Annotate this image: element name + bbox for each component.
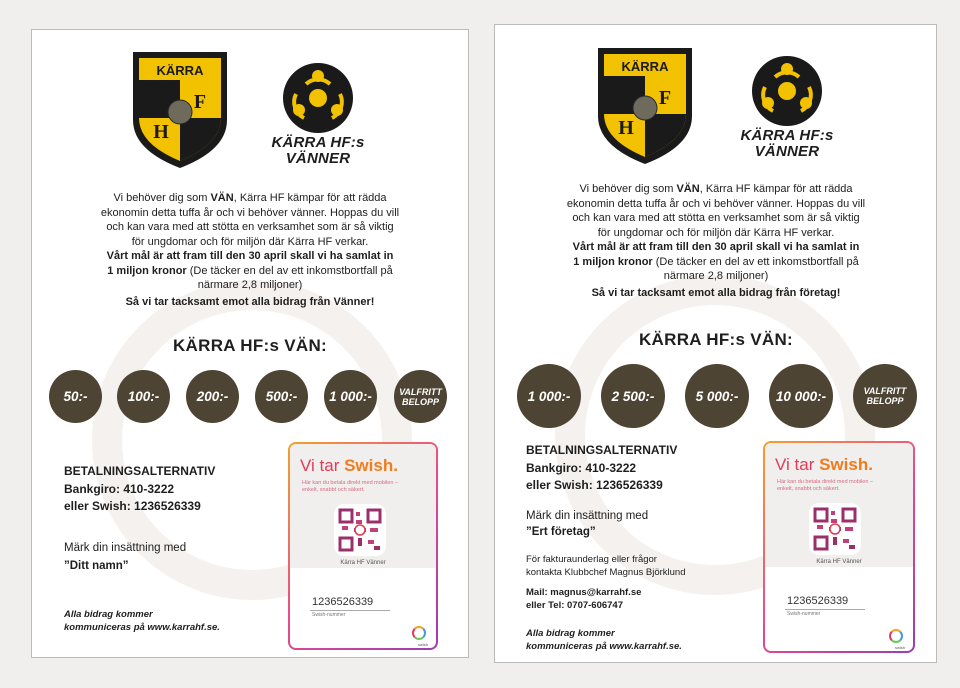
- swish-number: 1236526339: [787, 595, 849, 607]
- shield-letter-h: H: [153, 121, 169, 143]
- swish-logo-label: swish: [894, 645, 905, 650]
- mark-label: Märk din insättning med: [526, 510, 649, 522]
- karra-hf-shield-logo: [131, 50, 229, 170]
- mark-value: ”Ditt namn”: [64, 560, 129, 572]
- amount-option[interactable]: 5 000:-: [685, 364, 749, 428]
- payment-title: BETALNINGSALTERNATIV: [64, 464, 216, 478]
- amount-option[interactable]: 50:-: [49, 370, 102, 423]
- contact-phone[interactable]: eller Tel: 0707-606747: [526, 600, 624, 611]
- qr-code-icon[interactable]: [334, 504, 386, 556]
- amount-option-free[interactable]: VALFRITT BELOPP: [394, 370, 447, 423]
- amount-option-free[interactable]: VALFRITT BELOPP: [853, 364, 917, 428]
- swish-recipient: Kärra HF Vänner: [816, 559, 862, 565]
- swish-card: [288, 442, 438, 650]
- swish-card: [763, 441, 915, 653]
- contact-info: För fakturaunderlag eller frågor kontakta Klubbchef Magnus Björklund: [526, 554, 686, 578]
- contact-details: [526, 586, 641, 612]
- amount-option[interactable]: 2 500:-: [601, 364, 665, 428]
- shield-letter-h: H: [618, 117, 634, 139]
- swish-number-label: Swish-nummer: [787, 611, 821, 617]
- amount-option[interactable]: 1 000:-: [324, 370, 377, 423]
- amount-option[interactable]: 500:-: [255, 370, 308, 423]
- karra-hf-shield-logo: [596, 45, 694, 167]
- qr-code-icon[interactable]: [809, 503, 861, 555]
- swish-number: 1236526339: [312, 596, 374, 608]
- swish-number-label: Swish-nummer: [312, 612, 346, 618]
- swish-title: Vi tar Swish.: [300, 456, 398, 475]
- amount-option[interactable]: 100:-: [117, 370, 170, 423]
- swish-subtitle: Här kan du betala direkt med mobilen – enkelt, snabbt och säkert.: [777, 479, 873, 492]
- payment-swish: eller Swish: 1236526339: [64, 499, 201, 513]
- intro-text: Vi behöver dig som VÄN, Kärra HF kämpar för att rädda ekonomin detta tuffa år och vi behöver vänner. Hoppas du vill och kan vara med att stötta en verksamhet som är så viktig för ungdomar och för miljön där Kärra HF verkar. Vårt mål är att fram till den 30 april skall vi ha samlat in 1 miljon kronor (De täcker en del av ett inkomstbortfall på närmare 2,8 miljoner) Så vi tar tacksamt emot alla bidrag från Vänner!: [100, 192, 400, 308]
- shield-letter-f: F: [658, 87, 672, 109]
- section-heading: KÄRRA HF:s VÄN:: [172, 336, 328, 355]
- brand-name: KÄRRA HF:s VÄNNER: [271, 134, 365, 167]
- contact-mail[interactable]: Mail: magnus@karrahf.se: [526, 587, 642, 598]
- payment-title: BETALNINGSALTERNATIV: [526, 443, 678, 457]
- footer-note: Alla bidrag kommer kommuniceras på www.karrahf.se.: [526, 628, 682, 652]
- shield-top-text: KÄRRA: [156, 63, 204, 78]
- swish-title: Vi tar Swish.: [775, 455, 873, 474]
- intro-text: Vi behöver dig som VÄN, Kärra HF kämpar för att rädda ekonomin detta tuffa år och vi behöver vänner. Hoppas du vill och kan vara med att stötta en verksamhet som är så viktig för ungdomar och för miljön där Kärra HF verkar. Vårt mål är att fram till den 30 april skall vi ha samlat in 1 miljon kronor (De täcker en del av ett inkomstbortfall på närmare 2,8 miljoner) Så vi tar tacksamt emot alla bidrag från företag!: [566, 183, 866, 299]
- mark-label: Märk din insättning med: [64, 542, 187, 554]
- swish-logo-icon: [412, 626, 426, 640]
- amount-option[interactable]: 10 000:-: [769, 364, 833, 428]
- payment-bankgiro: Bankgiro: 410-3222: [64, 482, 175, 496]
- brand-name: KÄRRA HF:s VÄNNER: [740, 127, 834, 160]
- amount-option[interactable]: 1 000:-: [517, 364, 581, 428]
- swish-subtitle: Här kan du betala direkt med mobilen – enkelt, snabbt och säkert.: [302, 480, 398, 493]
- swish-logo-icon: [889, 629, 903, 643]
- mark-value: ”Ert företag”: [526, 526, 596, 538]
- shield-top-text: KÄRRA: [621, 59, 669, 74]
- payment-swish: eller Swish: 1236526339: [526, 478, 663, 492]
- flyer-vanner: [31, 29, 469, 658]
- swish-recipient: Kärra HF Vänner: [340, 560, 386, 566]
- shield-letter-f: F: [193, 91, 207, 113]
- section-heading: KÄRRA HF:s VÄN:: [638, 330, 794, 349]
- footer-note: Alla bidrag kommer kommuniceras på www.karrahf.se.: [64, 609, 220, 633]
- vanner-circle-logo: [751, 55, 823, 127]
- flyer-foretag: [494, 24, 937, 663]
- amount-option[interactable]: 200:-: [186, 370, 239, 423]
- vanner-circle-logo: [282, 62, 354, 134]
- payment-bankgiro: Bankgiro: 410-3222: [526, 461, 637, 475]
- swish-logo-label: swish: [417, 642, 428, 647]
